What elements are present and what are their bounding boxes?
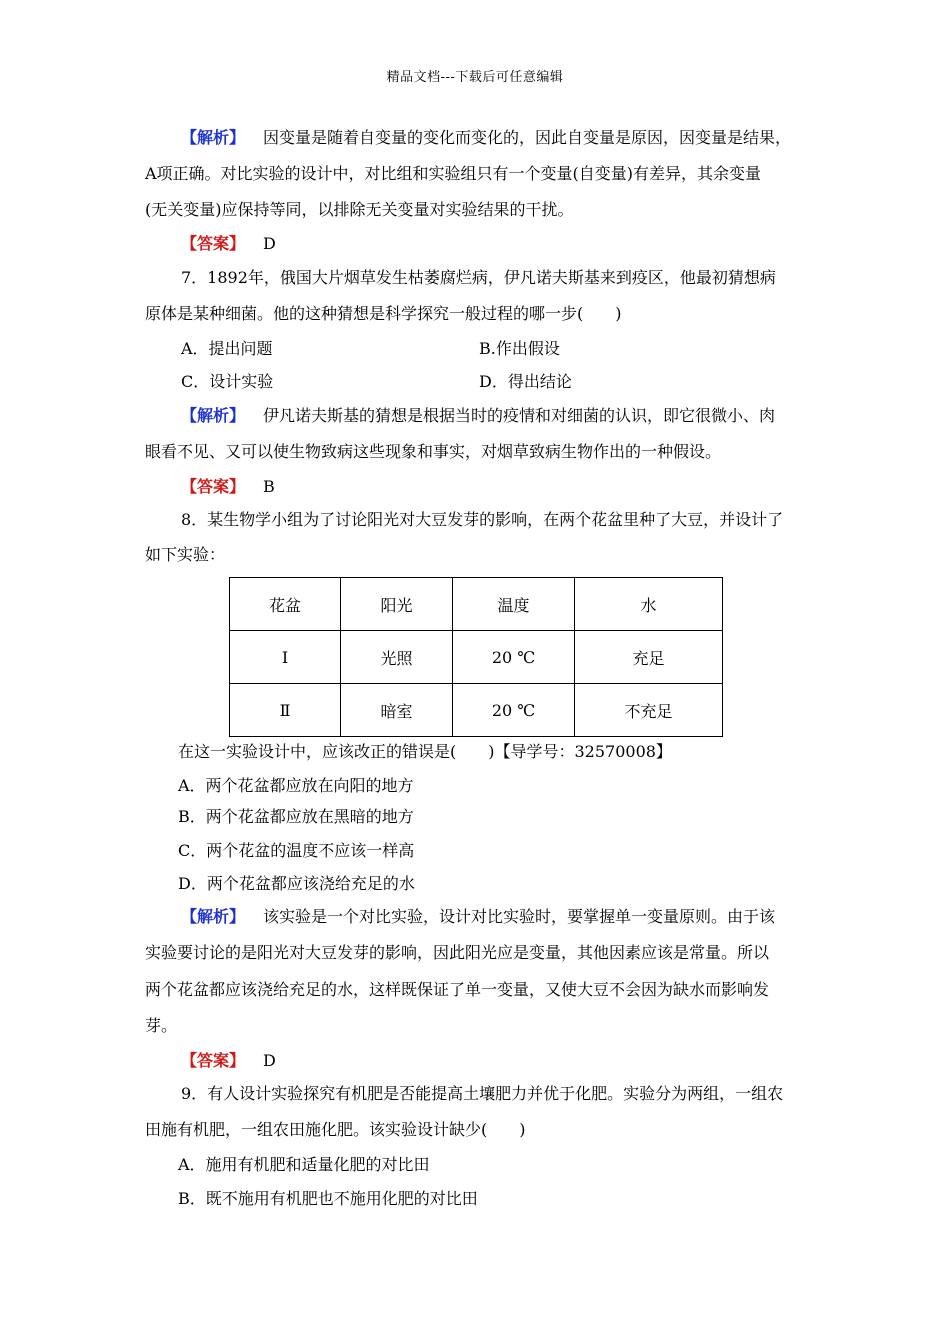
q9-stem-line-1: 9．有人设计实验探究有机肥是否能提高土壤肥力并优于化肥。实验分为两组，一组农	[181, 1084, 784, 1103]
table-header-cell: 水	[575, 578, 723, 631]
q8-analysis-line-3: 两个花盆都应该浇给充足的水，这样既保证了单一变量，又使大豆不会因为缺水而影响发	[145, 980, 770, 999]
q7-stem-line-1: 7．1892年，俄国大片烟草发生枯萎腐烂病，伊凡诺夫斯基来到疫区，他最初猜想病	[181, 268, 776, 287]
analysis-label: 【解析】	[181, 406, 246, 425]
q6-answer-line	[181, 234, 276, 254]
q7-analysis-line-2: 眼看不见、又可以使生物致病这些现象和事实，对烟草致病生物作出的一种假设。	[145, 442, 722, 461]
answer-value: D	[263, 234, 276, 253]
table-cell: 20 ℃	[453, 684, 575, 737]
analysis-text: 因变量是随着自变量的变化而变化的，因此自变量是原因，因变量是结果，	[263, 128, 792, 147]
analysis-label: 【解析】	[181, 907, 246, 926]
answer-label: 【答案】	[181, 477, 246, 496]
q7-option-a: A．提出问题	[181, 339, 273, 358]
table-header-row	[230, 578, 723, 631]
table-header-cell: 阳光	[341, 578, 453, 631]
q8-option-a: A．两个花盆都应放在向阳的地方	[178, 776, 414, 795]
q7-option-d: D．得出结论	[479, 372, 572, 391]
q8-analysis-line-2: 实验要讨论的是阳光对大豆发芽的影响，因此阳光应是变量，其他因素应该是常量。所以	[145, 943, 770, 962]
table-header-cell: 温度	[453, 578, 575, 631]
q8-option-b: B．两个花盆都应放在黑暗的地方	[178, 807, 414, 826]
q7-stem-line-2: 原体是某种细菌。他的这种猜想是科学探究一般过程的哪一步( )	[145, 304, 622, 323]
q9-stem-line-2: 田施有机肥，一组农田施化肥。该实验设计缺少( )	[145, 1120, 526, 1139]
q9-option-b: B．既不施用有机肥也不施用化肥的对比田	[178, 1189, 478, 1208]
q8-stem-line-1: 8．某生物学小组为了讨论阳光对大豆发芽的影响，在两个花盆里种了大豆，并设计了	[181, 510, 784, 529]
table-cell: 不充足	[575, 684, 723, 737]
analysis-label: 【解析】	[181, 128, 246, 147]
answer-label: 【答案】	[181, 234, 246, 253]
table-header-cell: 花盆	[230, 578, 341, 631]
analysis-text: 伊凡诺夫斯基的猜想是根据当时的疫情和对细菌的认识，即它很微小、肉	[263, 406, 776, 425]
q7-option-c: C．设计实验	[181, 372, 274, 391]
q8-option-c: C．两个花盆的温度不应该一样高	[178, 841, 415, 860]
answer-value: D	[263, 1051, 276, 1070]
experiment-table	[229, 577, 723, 737]
q7-option-b: B.作出假设	[479, 339, 560, 358]
q8-answer-line	[181, 1051, 276, 1071]
q7-analysis-line-1	[181, 406, 775, 426]
q8-question-line: 在这一实验设计中，应该改正的错误是( )【导学号：32570008】	[178, 742, 672, 761]
page-header: 精品文档---下载后可任意编辑	[386, 70, 564, 85]
q7-answer-line	[181, 477, 275, 497]
analysis-text: 该实验是一个对比实验，设计对比实验时，要掌握单一变量原则。由于该	[263, 907, 776, 926]
table-cell: Ⅰ	[230, 631, 341, 684]
table-cell: 充足	[575, 631, 723, 684]
q9-option-a: A．施用有机肥和适量化肥的对比田	[178, 1155, 430, 1174]
table-row	[230, 684, 723, 737]
answer-value: B	[263, 477, 275, 496]
table-cell: 20 ℃	[453, 631, 575, 684]
q8-analysis-line-4: 芽。	[145, 1016, 178, 1035]
table-row	[230, 631, 723, 684]
q6-analysis-line-3: (无关变量)应保持等同，以排除无关变量对实验结果的干扰。	[145, 200, 574, 219]
table-cell: 光照	[341, 631, 453, 684]
table-cell: Ⅱ	[230, 684, 341, 737]
q8-analysis-line-1	[181, 907, 775, 927]
q6-analysis-line-2: A项正确。对比实验的设计中，对比组和实验组只有一个变量(自变量)有差异，其余变量	[145, 164, 762, 183]
q8-option-d: D．两个花盆都应该浇给充足的水	[178, 874, 415, 893]
table-cell: 暗室	[341, 684, 453, 737]
q6-analysis-line-1	[181, 128, 791, 148]
answer-label: 【答案】	[181, 1051, 246, 1070]
q8-stem-line-2: 如下实验：	[145, 545, 226, 564]
